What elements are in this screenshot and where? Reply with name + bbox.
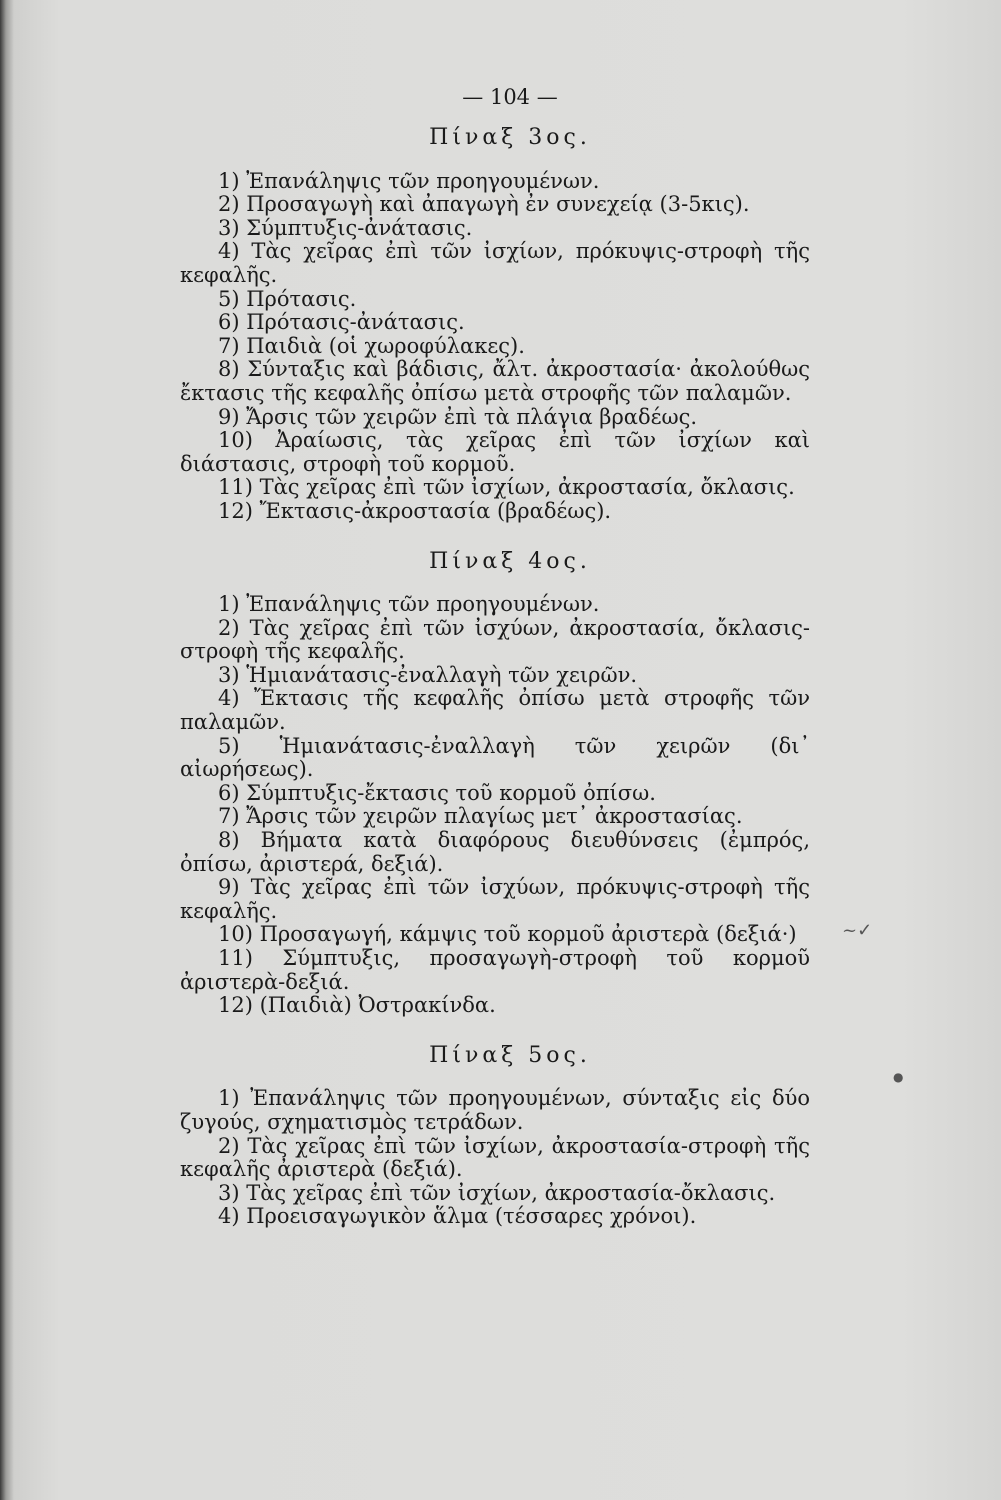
list-item: 10) Ἀραίωσις, τὰς χεῖρας ἐπὶ τῶν ἰσχίων καὶ διάστασις, στροφὴ τοῦ κορμοῦ. xyxy=(180,428,810,476)
list-item: 3) Τὰς χεῖρας ἐπὶ τῶν ἰσχίων, ἀκροστασία-ὄκλασις. xyxy=(218,1180,776,1205)
section-heading-5: Πίναξ 5ος. xyxy=(429,1042,591,1068)
list-item: 10) Προσαγωγή, κάμψις τοῦ κορμοῦ ἀριστερὰ (δεξιά·) xyxy=(218,922,797,947)
list-item: 9) Ἄρσις τῶν χειρῶν ἐπὶ τὰ πλάγια βραδέως. xyxy=(218,404,698,429)
list-item: 4) Τὰς χεῖρας ἐπὶ τῶν ἰσχίων, πρόκυψις-στροφὴ τῆς κεφαλῆς. xyxy=(180,239,810,287)
list-item: 11) Τὰς χεῖρας ἐπὶ τῶν ἰσχίων, ἀκροστασία, ὄκλασις. xyxy=(218,475,795,500)
list-item: 2) Τὰς χεῖρας ἐπὶ τῶν ἰσχύων, ἀκροστασία, ὄκλασις-στροφὴ τῆς κεφαλῆς. xyxy=(180,615,810,664)
list-item: 7) Ἄρσις τῶν χειρῶν πλαγίως μετ᾽ ἀκροστασίας. xyxy=(218,804,743,829)
list-item: 3) Σύμπτυξις-ἀνάτασις. xyxy=(218,215,473,240)
section-heading-4: Πίναξ 4ος. xyxy=(429,548,591,574)
list-item: 7) Παιδιὰ (οἱ χωροφύλακες). xyxy=(218,333,525,358)
page-number: — 104 — xyxy=(462,85,558,109)
list-item: 2) Προσαγωγὴ καὶ ἀπαγωγὴ ἐν συνεχείᾳ (3-5κις). xyxy=(218,192,750,217)
list-item: 4) Ἔκτασις τῆς κεφαλῆς ὀπίσω μετὰ στροφῆς τῶν παλαμῶν. xyxy=(180,686,810,735)
list-item: 8) Σύνταξις καὶ βάδισις, ἄλτ. ἀκροστασία· ἀκολούθως ἔκτασις τῆς κεφαλῆς ὀπίσω μετὰ στροφῆς τῶν παλαμῶν. xyxy=(180,357,810,405)
ink-dot-icon: ● xyxy=(893,1070,904,1084)
list-item: 12) Ἔκτασις-ἀκροστασία (βραδέως). xyxy=(218,498,612,523)
section-heading-3: Πίναξ 3ος. xyxy=(429,125,591,150)
list-item: 5) Πρότασις. xyxy=(218,286,357,311)
list-item: 4) Προεισαγωγικὸν ἅλμα (τέσσαρες χρόνοι). xyxy=(218,1204,697,1229)
list-item: 9) Τὰς χεῖρας ἐπὶ τῶν ἰσχύων, πρόκυψις-στροφὴ τῆς κεφαλῆς. xyxy=(180,875,810,923)
text-column xyxy=(180,86,810,1229)
list-item: 5) Ἡμιανάτασις-ἐναλλαγὴ τῶν χειρῶν (δι᾽ αἰωρήσεως). xyxy=(180,733,810,782)
list-item: 1) Ἐπανάληψις τῶν προηγουμένων, σύνταξις εἰς δύο ζυγούς, σχηματισμὸς τετράδων. xyxy=(180,1086,810,1134)
list-item: 6) Πρότασις-ἀνάτασις. xyxy=(218,310,465,335)
list-item: 3) Ἡμιανάτασις-ἐναλλαγὴ τῶν χειρῶν. xyxy=(218,662,638,687)
list-item: 12) (Παιδιὰ) Ὀστρακίνδα. xyxy=(218,993,496,1018)
list-item: 1) Ἐπανάληψις τῶν προηγουμένων. xyxy=(218,168,600,193)
list-item: 2) Τὰς χεῖρας ἐπὶ τῶν ἰσχίων, ἀκροστασία-στροφὴ τῆς κεφαλῆς ἀριστερὰ (δεξιά). xyxy=(180,1133,810,1182)
list-item: 1) Ἐπανάληψις τῶν προηγουμένων. xyxy=(218,592,600,617)
list-item: 11) Σύμπτυξις, προσαγωγὴ-στροφὴ τοῦ κορμοῦ ἀριστερὰ-δεξιά. xyxy=(180,946,810,994)
list-item: 6) Σύμπτυξις-ἔκτασις τοῦ κορμοῦ ὀπίσω. xyxy=(218,780,656,805)
list-item: 8) Βήματα κατὰ διαφόρους διευθύνσεις (ἐμπρός, ὀπίσω, ἀριστερά, δεξιά). xyxy=(180,828,810,876)
margin-pencil-mark-icon: ~✓ xyxy=(842,920,873,941)
